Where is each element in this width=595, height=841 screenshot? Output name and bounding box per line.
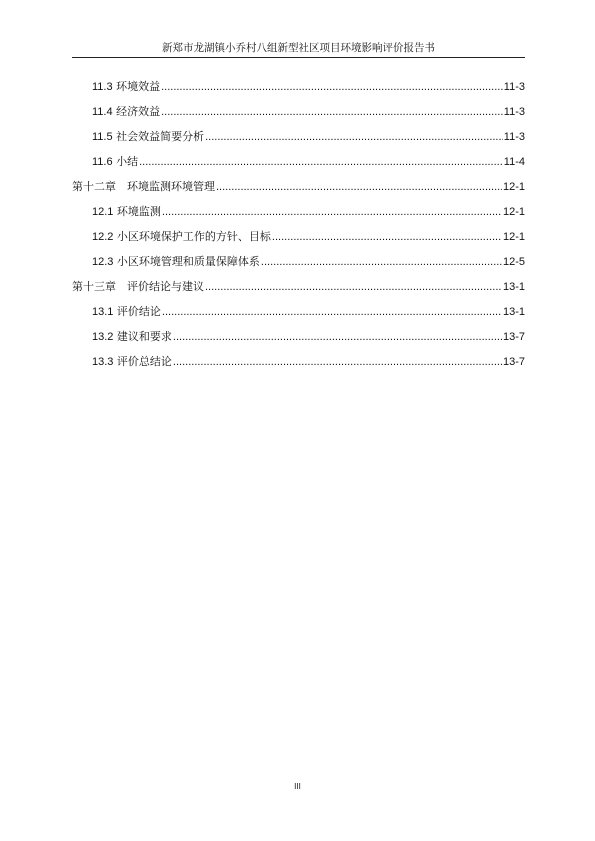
toc-entry-title: 评价总结论	[116, 355, 172, 368]
toc-entry-title: 经济效益	[116, 105, 161, 118]
toc-entry-page: 11-3	[503, 106, 525, 118]
toc-chapter-entry[interactable]	[72, 180, 525, 194]
toc-entry-title: 建议和要求	[116, 330, 172, 343]
toc-entry-page: 12-1	[502, 206, 525, 218]
toc-entry-label	[92, 205, 161, 219]
toc-entry[interactable]	[92, 105, 525, 119]
toc-entry-title: 社会效益简要分析	[116, 130, 205, 143]
page-number: III	[294, 782, 301, 791]
toc-entry-number: 12.1	[92, 206, 114, 218]
toc-entry-page: 13-1	[502, 281, 525, 293]
toc-leader-dots	[162, 305, 502, 319]
toc-entry-label	[92, 305, 161, 319]
toc-entry-number: 13.3	[92, 356, 114, 368]
toc-entry[interactable]	[92, 130, 525, 144]
toc-entry-label	[92, 330, 172, 344]
toc-entry-number: 12.3	[92, 256, 114, 268]
toc-entry-label	[92, 105, 160, 119]
toc-leader-dots	[161, 105, 503, 119]
toc-entry-number: 13.2	[92, 331, 114, 343]
toc-entry-page: 12-1	[502, 231, 525, 243]
toc-entry[interactable]	[92, 330, 525, 344]
toc-chapter-entry[interactable]	[72, 280, 525, 294]
toc-entry-label	[92, 130, 204, 144]
toc-leader-dots	[139, 155, 503, 169]
toc-entry[interactable]	[92, 230, 525, 244]
toc-entry-title: 环境监测	[116, 205, 161, 218]
toc-leader-dots	[161, 80, 503, 94]
toc-leader-dots	[272, 230, 502, 244]
toc-entry[interactable]	[92, 355, 525, 369]
toc-entry-number: 11.5	[92, 131, 113, 143]
running-header: 新郑市龙湖镇小乔村八组新型社区项目环境影响评价报告书	[162, 42, 435, 54]
toc-entry-title: 小结	[116, 155, 139, 168]
toc-entry-label	[92, 255, 260, 269]
toc-entry-page: 13-7	[502, 356, 525, 368]
toc-entry-title: 小区环境管理和质量保障体系	[116, 255, 260, 268]
toc-entry-page: 11-3	[503, 81, 525, 93]
toc-entry-title: 环境效益	[116, 80, 161, 93]
toc-leader-dots	[162, 205, 502, 219]
toc-entry-number: 13.1	[92, 306, 114, 318]
toc-entry-number: 11.6	[92, 156, 113, 168]
toc-entry-label	[92, 355, 172, 369]
toc-entry[interactable]	[92, 205, 525, 219]
toc-leader-dots	[261, 255, 502, 269]
toc-entry-page: 11-3	[503, 131, 525, 143]
toc-leader-dots	[173, 330, 502, 344]
toc-entry-title: 小区环境保护工作的方针、目标	[116, 230, 271, 243]
toc-entry[interactable]	[92, 155, 525, 169]
toc-entry-title: 第十二章 环境监测环境管理	[72, 180, 215, 193]
toc-leader-dots	[205, 130, 503, 144]
toc-entry-label	[92, 80, 160, 94]
toc-entry[interactable]	[92, 80, 525, 94]
toc-entry-label	[92, 230, 271, 244]
toc-leader-dots	[205, 280, 502, 294]
header-divider	[72, 57, 525, 58]
toc-entry-page: 13-7	[502, 331, 525, 343]
toc-entry-page: 12-5	[502, 256, 525, 268]
toc-entry-page: 11-4	[503, 156, 525, 168]
toc-leader-dots	[173, 355, 502, 369]
toc-entry-number: 11.4	[92, 106, 113, 118]
toc-entry-number: 11.3	[92, 81, 113, 93]
toc-entry-page: 13-1	[502, 306, 525, 318]
toc-leader-dots	[216, 180, 502, 194]
toc-entry-title: 第十三章 评价结论与建议	[72, 280, 204, 293]
toc-entry[interactable]	[92, 305, 525, 319]
toc-entry-page: 12-1	[502, 181, 525, 193]
toc-entry-title: 评价结论	[116, 305, 161, 318]
toc-entry-number: 12.2	[92, 231, 114, 243]
toc-entry[interactable]	[92, 255, 525, 269]
toc-entry-label	[92, 155, 138, 169]
